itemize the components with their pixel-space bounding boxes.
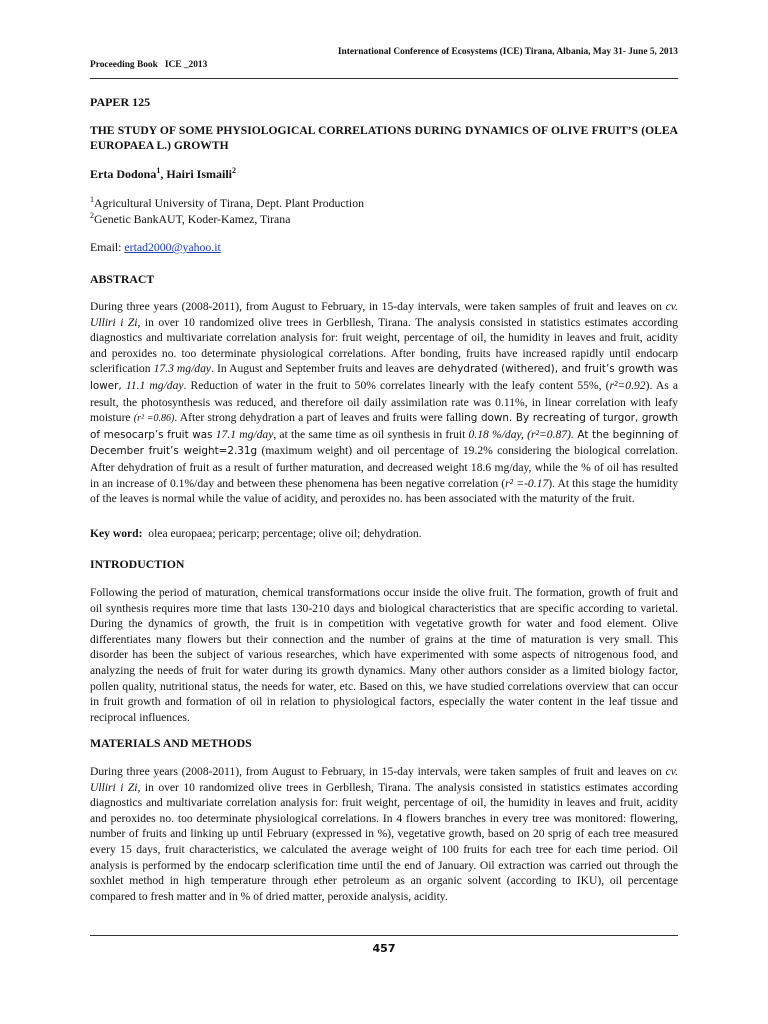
header-divider — [90, 78, 678, 79]
authors — [90, 167, 678, 182]
author-2: Hairi Ismaili — [166, 167, 233, 181]
abstract-rate-1: 17.3 mg/day — [153, 362, 212, 376]
methods-body — [90, 764, 678, 904]
abstract-text-1: During three years (2008-2011), from August to February, in 15-day intervals, were taken samples of fruit and leaves on — [90, 300, 666, 313]
abstract-r2-3: 0.18 %/day, (r²=0.87). — [468, 427, 574, 441]
methods-cultivar: cv. Ulliri i Zi, — [90, 765, 678, 794]
keywords-line — [90, 527, 678, 540]
author-1: Erta Dodona — [90, 167, 157, 181]
keywords-label: Key word: — [90, 527, 143, 540]
proceeding-header: Proceeding Book ICE _2013 — [90, 60, 208, 70]
author-separator: , — [160, 167, 167, 181]
paper-title: THE STUDY OF SOME PHYSIOLOGICAL CORRELATIONS DURING DYNAMICS OF OLIVE FRUIT’S (OLEA EUROPAEA L.) GROWTH — [90, 124, 678, 152]
abstract-r2-1: r²=0.92 — [609, 378, 646, 392]
abstract-rate-2: 11.1 mg/day — [121, 378, 184, 392]
keywords-text: olea europaea; pericarp; percentage; olive oil; dehydration. — [142, 527, 422, 540]
footer-divider — [90, 935, 678, 936]
author-2-sup: 2 — [232, 166, 237, 175]
affiliation-2-text: Genetic BankAUT, Koder-Kamez, Tirana — [94, 212, 291, 226]
conference-header: International Conference of Ecosystems (ICE) Tirana, Albania, May 31- June 5, 2013 — [337, 47, 678, 57]
abstract-text-6: . After strong dehydration a part of leaves and fruits were fall — [174, 411, 462, 425]
methods-text-1: During three years (2008-2011), from August to February, in 15-day intervals, were taken samples of fruit and leaves on — [90, 765, 666, 778]
abstract-r2-2: (r² =0.86) — [133, 413, 175, 425]
abstract-text-7: , at the same time as oil synthesis in fruit — [273, 427, 469, 441]
methods-text-2: in over 10 randomized olive trees in Gerbllesh, Tirana. The analysis consisted in statistics estimates according diagnostics and multivariate correlation analysis for: fruit weight, percentage of oil, the humidity in leaves and fruit, acidity and peroxides no. too determinate physiological correlations. In 4 flowers branches in every tree was monitored: flowering, number of fruits and linking up until February (expressed in %), vegetative growth, based on 20 sprig of each tree measured every 15 days, fruit characteristics, we calculated the average weight of 100 fruits for each tree for each time period. Oil analysis is performed by the endocarp sclerification time until the end of January. Oil extraction was carried out through the soxhlet method in high temperature through ether petroleum as an organic solvent (according to IKU), oil percentage compared to fresh matter and in % of dried matter, peroxide analysis, acidity. — [90, 780, 678, 903]
abstract-body — [90, 299, 678, 507]
abstract-cultivar: cv. Ulliri i Zi, — [90, 300, 678, 329]
affiliation-2-sup: 2 — [90, 211, 94, 221]
paper-number: PAPER 125 — [90, 95, 151, 109]
email-line — [90, 240, 678, 255]
author-1-sup: 1 — [156, 166, 161, 175]
introduction-body: Following the period of maturation, chemical transformations occur inside the olive fruit. The formation, growth of fruit and oil synthesis requires more time that lasts 130-210 days and biological characteristics that are specific according to varietal. During the dynamics of growth, the fruit is in competition with vegetative growth for water and food element. Olive differentiates many flowers but their connection and the number of grains at the time of maturation is very small. This disorder has been the subject of various researches, which have experimented with some aspects of nitrogenous food, and analyzing the needs of fruit for water during its growth dynamics. Many other authors consider as a limited biology factor, pollen quality, nutritional status, the needs for water, etc. Based on this, we have studied correlations overview that can occur in fruit growth and formation of oil in relation to physiological factors, especially the water content in the leaf tissue and reciprocal influences. — [90, 586, 678, 724]
abstract-text-5: ). As a result, the photosynthesis was reduced, and therefore oil daily assimilation rate was 0.11%, in linear correlation with leafy moisture — [90, 378, 678, 425]
page-number: 457 — [372, 942, 396, 955]
abstract-text-8: (maximum weight) and oil percentage of 19.2% considering the biological correlation. After dehydration of fruit as a result of further maturation, and decreased weight 18.6 mg/day, while the % of oil has resulted in an increase of 0.1%/day and between these phenomena has been negative correlation ( — [90, 444, 678, 490]
methods-heading: MATERIALS AND METHODS — [90, 736, 252, 750]
abstract-text-3-alt: are dehydrated (withered), and fruit’s growth was lower, — [90, 363, 678, 392]
abstract-text-9: ). At this stage the humidity of the leaves is normal while the value of acidity, and peroxides no. has been associated with the maturity of the fruit. — [90, 476, 678, 506]
abstract-rate-3: 17.1 mg/day — [212, 427, 274, 441]
affiliation-1-text: Agricultural University of Tirana, Dept. Plant Production — [94, 196, 364, 210]
email-link[interactable]: ertad2000@yahoo.it — [124, 240, 221, 254]
affiliation-1-sup: 1 — [90, 195, 94, 205]
abstract-r2-4: r² =-0.17 — [505, 476, 549, 490]
email-label: Email: — [90, 240, 125, 254]
affiliation-1 — [90, 196, 678, 211]
affiliation-2 — [90, 212, 678, 227]
abstract-heading: ABSTRACT — [90, 272, 155, 286]
abstract-text-2: in over 10 randomized olive trees in Gerbllesh, Tirana. The analysis consisted in statistics estimates according diagnostics and multivariate correlation analysis for: fruit weight, percentage of oil, the humidity in leaves and fruit, acidity and peroxides no. too determinate physiological correlations. After bonding, fruits have increased rapidly until endocarp sclerification — [90, 315, 678, 376]
abstract-text-4: . Reduction of water in the fruit to 50% correlates linearly with the leafy content 55%, ( — [183, 378, 610, 392]
abstract-text-6-alt: ing down. By recreating of turgor, growth of mesocarp’s fruit was — [90, 412, 678, 441]
introduction-heading: INTRODUCTION — [90, 557, 185, 571]
abstract-text-7-alt: At the beginning of December fruit’s weight=2.31g — [90, 428, 679, 458]
abstract-text-3: . In August and September fruits and leaves — [211, 362, 418, 376]
